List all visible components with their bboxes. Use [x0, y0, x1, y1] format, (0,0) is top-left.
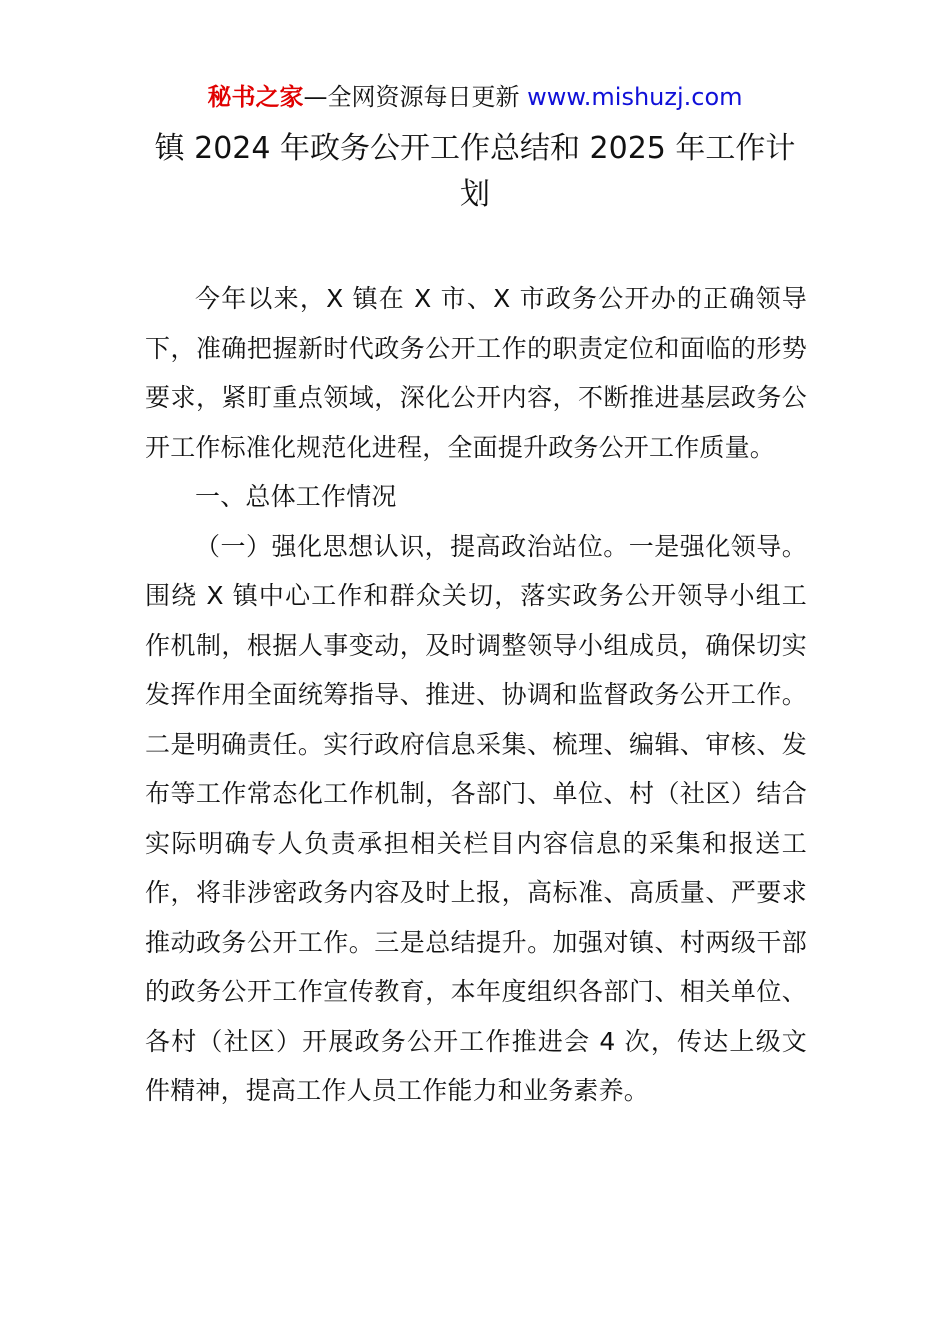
site-brand: 秘书之家 — [207, 83, 304, 111]
site-header — [0, 80, 950, 114]
section-paragraph: （一）强化思想认识，提高政治站位。一是强化领导。围绕 X 镇中心工作和群众关切，落实政务公开领导小组工作机制，根据人事变动，及时调整领导小组成员，确保切实发挥作用全面统筹指导、推进、协调和监督政务公开工作。二是明确责任。实行政府信息采集、梳理、编辑、审核、发布等工作常态化工作机制，各部门、单位、村（社区）结合实际明确专人负责承担相关栏目内容信息的采集和报送工作，将非涉密政务内容及时上报，高标准、高质量、严要求推动政务公开工作。三是总结提升。加强对镇、村两级干部的政务公开工作宣传教育，本年度组织各部门、相关单位、各村（社区）开展政务公开工作推进会 4 次，传达上级文件精神，提高工作人员工作能力和业务素养。 — [145, 531, 807, 1105]
site-url[interactable]: www.mishuzj.com — [527, 83, 743, 111]
document-body — [145, 274, 807, 1116]
intro-paragraph: 今年以来，X 镇在 X 市、X 市政务公开办的正确领导下，准确把握新时代政务公开工作的职责定位和面临的形势要求，紧盯重点领域，深化公开内容，不断推进基层政务公开工作标准化规范化进程，全面提升政务公开工作质量。 — [145, 284, 807, 462]
document-title: 镇 2024 年政务公开工作总结和 2025 年工作计划 — [154, 131, 796, 212]
section-heading: 一、总体工作情况 — [195, 482, 397, 511]
site-tagline: —全网资源每日更新 — [303, 83, 520, 111]
